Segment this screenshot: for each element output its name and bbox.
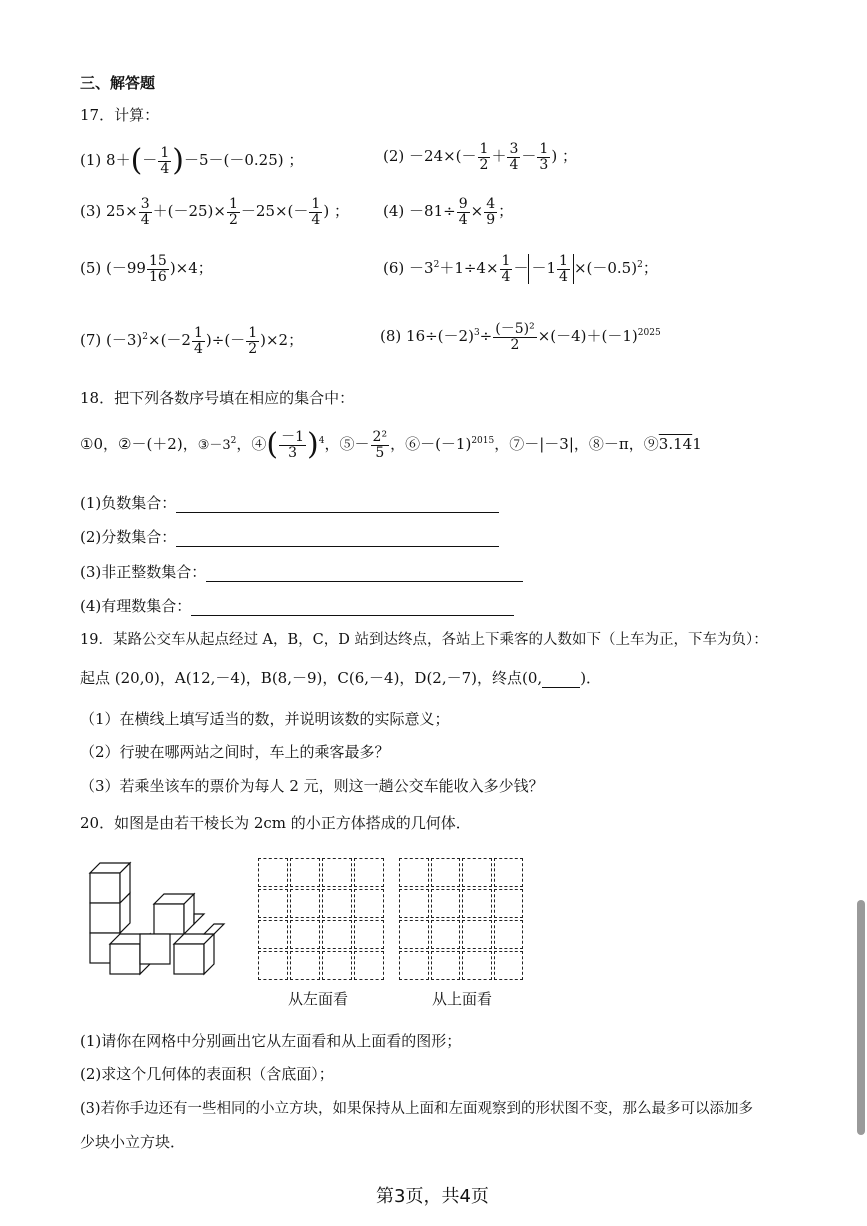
grid-cell[interactable] bbox=[258, 951, 288, 980]
q19-sub-3: （3）若乘坐该车的票价为每人 2 元，则这一趟公交车能收入多少钱？ bbox=[80, 777, 544, 795]
q19-data: 起点 (20,0)，A(12,－4)，B(8,－9)，C(6,－4)，D(2,－7)，终点(0, )． bbox=[80, 669, 602, 687]
grid-caption-left: 从左面看 bbox=[288, 990, 349, 1008]
answer-line[interactable] bbox=[206, 581, 523, 582]
q20-sub-2: (2)求这个几何体的表面积（含底面）； bbox=[80, 1065, 334, 1083]
q18-set-3: (3)非正整数集合： bbox=[80, 561, 523, 582]
grid-cell[interactable] bbox=[431, 920, 461, 949]
grid-cell[interactable] bbox=[494, 858, 524, 887]
answer-line[interactable] bbox=[191, 615, 514, 616]
q17-part-1: (1) 8＋(－ $\frac{1}{4}$ )－5－(－0.25) ； bbox=[80, 143, 304, 179]
grid-cell[interactable] bbox=[399, 889, 429, 918]
grid-caption-top: 从上面看 bbox=[432, 990, 493, 1008]
q17-part-7: (7) $(-3)^2\times(-2$ $\frac{1}{4}$ )÷(－ $\frac{1}{2}$ )×2； bbox=[80, 325, 304, 357]
grid-cell[interactable] bbox=[290, 858, 320, 887]
q17-part-5: (5) (－99 $\frac{15}{16}$ )×4； bbox=[80, 253, 213, 285]
q18-stem: 18．把下列各数序号填在相应的集合中： bbox=[80, 389, 355, 407]
q20-sub-3: (3)若你手边还有一些相同的小立方块，如果保持从上面和左面观察到的形状图不变，那么最多可以添加多 bbox=[80, 1101, 754, 1117]
q17-part-8: (8) $16\div(-2)^3\div$ $\frac{\text{(－5)²}}{2}$ $\times(-4)+(-1)^{2025}$ bbox=[380, 321, 661, 353]
grid-cell[interactable] bbox=[494, 951, 524, 980]
grid-cell[interactable] bbox=[431, 858, 461, 887]
q20-stem: 20．如图是由若干棱长为 2cm 的小正方体搭成的几何体． bbox=[80, 814, 471, 832]
q19-sub-1: （1）在横线上填写适当的数，并说明该数的实际意义； bbox=[80, 710, 450, 728]
cube-solid-figure bbox=[82, 858, 234, 982]
grid-cell[interactable] bbox=[258, 858, 288, 887]
page-footer: 第3页，共4页 bbox=[376, 1186, 489, 1207]
grid-cell[interactable] bbox=[354, 920, 384, 949]
grid-cell[interactable] bbox=[494, 889, 524, 918]
grid-cell[interactable] bbox=[462, 889, 492, 918]
q20-sub-1: (1)请你在网格中分别画出它从左面看和从上面看的图形； bbox=[80, 1032, 462, 1050]
grid-cell[interactable] bbox=[258, 889, 288, 918]
q18-set-1: (1)负数集合： bbox=[80, 492, 499, 513]
grid-cell[interactable] bbox=[322, 920, 352, 949]
q20-sub-3-cont: 少块小立方块． bbox=[80, 1133, 186, 1151]
top-view-grid[interactable] bbox=[397, 856, 523, 980]
grid-cell[interactable] bbox=[399, 951, 429, 980]
grid-cell[interactable] bbox=[431, 889, 461, 918]
q18-numbers: ①0，②－(＋2)，$③-3^2$，④( $\frac{-1}{3}$ )$^4$，⑤－ $\frac{\text{2²}}{5}$ ，$⑥-(-1)^{2015}$，⑦－|－3|，⑧－π，⑨3.141 bbox=[80, 427, 702, 463]
q17-part-4: (4) －81÷ $\frac{9}{4}$ × $\frac{4}{9}$ ； bbox=[383, 196, 514, 228]
grid-cell[interactable] bbox=[354, 889, 384, 918]
q17-part-2: (2) －24×(－ $\frac{1}{2}$ ＋ $\frac{3}{4}$ － $\frac{1}{3}$ ) ； bbox=[383, 141, 577, 173]
grid-cell[interactable] bbox=[354, 858, 384, 887]
grid-cell[interactable] bbox=[462, 858, 492, 887]
grid-cell[interactable] bbox=[322, 951, 352, 980]
q17-part-3: (3) 25× $\frac{3}{4}$ ＋(－25)× $\frac{1}{2}$ －25×(－ $\frac{1}{4}$ ) ； bbox=[80, 196, 349, 228]
q18-set-4: (4)有理数集合： bbox=[80, 595, 514, 616]
q17-stem: 17．计算： bbox=[80, 106, 160, 124]
grid-cell[interactable] bbox=[494, 920, 524, 949]
q19-sub-2: （2）行驶在哪两站之间时，车上的乘客最多？ bbox=[80, 743, 390, 761]
grid-cell[interactable] bbox=[354, 951, 384, 980]
grid-cell[interactable] bbox=[462, 951, 492, 980]
answer-line[interactable] bbox=[176, 546, 499, 547]
grid-cell[interactable] bbox=[322, 889, 352, 918]
grid-cell[interactable] bbox=[290, 951, 320, 980]
grid-cell[interactable] bbox=[399, 920, 429, 949]
grid-cell[interactable] bbox=[399, 858, 429, 887]
section-title: 三、解答题 bbox=[80, 74, 156, 92]
grid-cell[interactable] bbox=[431, 951, 461, 980]
answer-blank[interactable] bbox=[542, 687, 580, 688]
grid-cell[interactable] bbox=[290, 920, 320, 949]
grid-cell[interactable] bbox=[258, 920, 288, 949]
scrollbar-thumb[interactable] bbox=[857, 900, 865, 1135]
grid-cell[interactable] bbox=[322, 858, 352, 887]
q17-part-6: $(6) -3^2+1\div 4\times$ $\frac{1}{4}$ － －1 $\frac{1}{4}$ $\times(-0.5)^2$； bbox=[383, 253, 658, 285]
grid-cell[interactable] bbox=[462, 920, 492, 949]
q19-stem: 19．某路公交车从起点经过 A，B，C，D 站到达终点，各站上下乘客的人数如下（上车为正，下车为负）： bbox=[80, 632, 768, 648]
q18-set-2: (2)分数集合： bbox=[80, 526, 499, 547]
left-view-grid[interactable] bbox=[256, 856, 384, 980]
answer-line[interactable] bbox=[176, 512, 499, 513]
grid-cell[interactable] bbox=[290, 889, 320, 918]
